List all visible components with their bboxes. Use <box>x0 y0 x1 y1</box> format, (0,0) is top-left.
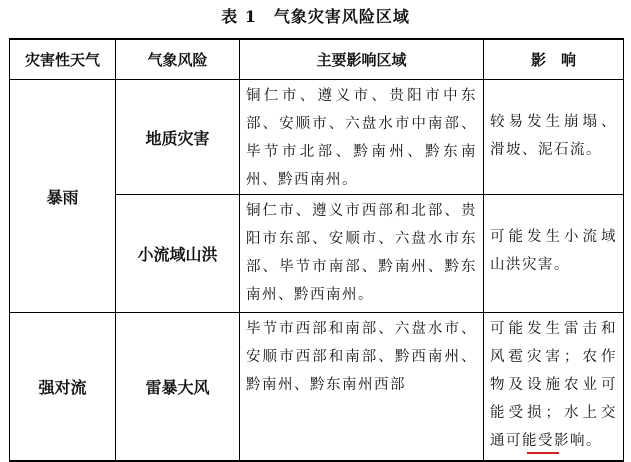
risk-table <box>9 38 624 462</box>
weather-cell: 强对流 <box>10 313 116 461</box>
header-area: 主要影响区域 <box>240 39 484 80</box>
table-row <box>10 80 624 195</box>
area-cell: 铜仁市、遵义市西部和北部、贵阳市东部、安顺市、六盘水市东部、毕节市南部、黔南州、黔东南州、黔西南州。 <box>240 195 484 313</box>
area-cell: 铜仁市、遵义市、贵阳市中东部、安顺市、六盘水市中南部、毕节市北部、黔南州、黔东南州、黔西南州。 <box>240 80 484 195</box>
area-cell: 毕节市西部和南部、六盘水市、安顺市西部和南部、黔西南州、黔南州、黔东南州西部 <box>240 313 484 461</box>
impact-cell: 可能发生小流域山洪灾害。 <box>484 195 624 313</box>
risk-cell: 小流域山洪 <box>116 195 240 313</box>
header-weather: 灾害性天气 <box>10 39 116 80</box>
table-row <box>10 313 624 461</box>
weather-cell: 暴雨 <box>10 80 116 313</box>
risk-cell: 地质灾害 <box>116 80 240 195</box>
impact-cell: 较易发生崩塌、滑坡、泥石流。 <box>484 80 624 195</box>
table-title: 表 1 气象灾害风险区域 <box>221 7 410 26</box>
header-impact: 影 响 <box>484 39 624 80</box>
spellcheck-underline <box>527 452 559 454</box>
header-risk: 气象风险 <box>116 39 240 80</box>
impact-cell: 可能发生雷击和风雹灾害；农作物及设施农业可能受损；水上交通可能受影响。 <box>484 313 624 461</box>
risk-cell: 雷暴大风 <box>116 313 240 461</box>
table-header-row <box>10 39 624 80</box>
